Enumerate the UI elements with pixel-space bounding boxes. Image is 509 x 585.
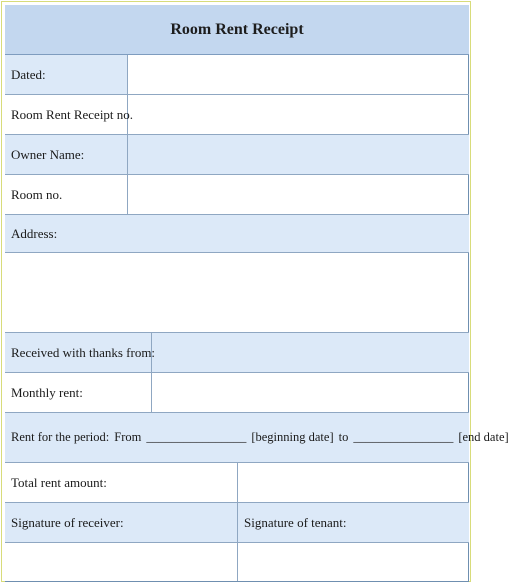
signature-field-row bbox=[5, 543, 469, 582]
period-text bbox=[5, 413, 509, 462]
received-from-row bbox=[5, 333, 469, 373]
title-bar bbox=[5, 5, 469, 55]
period-end-blank[interactable]: ________________ bbox=[353, 430, 454, 444]
room-no-field[interactable] bbox=[128, 175, 469, 214]
address-field[interactable] bbox=[5, 253, 469, 333]
room-no-label: Room no. bbox=[5, 175, 128, 214]
signature-tenant-field[interactable] bbox=[238, 543, 469, 581]
period-end-note: [end date] bbox=[458, 430, 509, 444]
signature-tenant-label: Signature of tenant: bbox=[244, 514, 347, 530]
signature-label-row bbox=[5, 503, 469, 543]
period-beginning-note: [beginning date] bbox=[251, 430, 334, 444]
receipt-form bbox=[5, 5, 509, 582]
owner-name-field[interactable] bbox=[128, 135, 469, 174]
period-from: From bbox=[114, 430, 142, 444]
total-rent-label: Total rent amount: bbox=[5, 463, 238, 502]
received-from-label: Received with thanks from: bbox=[5, 333, 152, 372]
address-row bbox=[5, 215, 469, 253]
room-no-row bbox=[5, 175, 469, 215]
dated-field[interactable] bbox=[128, 55, 469, 94]
period-to: to bbox=[338, 430, 349, 444]
receipt-no-row bbox=[5, 95, 469, 135]
receipt-frame bbox=[1, 1, 509, 582]
received-from-field[interactable] bbox=[152, 333, 469, 372]
page-title: Room Rent Receipt bbox=[170, 20, 304, 38]
period-start-blank[interactable]: ________________ bbox=[146, 430, 247, 444]
dated-row bbox=[5, 55, 469, 95]
total-rent-row bbox=[5, 463, 469, 503]
owner-name-row bbox=[5, 135, 469, 175]
receipt-no-field[interactable] bbox=[128, 95, 469, 134]
dated-label: Dated: bbox=[5, 55, 128, 94]
receipt-no-label: Room Rent Receipt no. bbox=[5, 95, 128, 134]
monthly-rent-label: Monthly rent: bbox=[5, 373, 152, 412]
signature-receiver-label: Signature of receiver: bbox=[5, 503, 238, 542]
total-rent-field[interactable] bbox=[238, 463, 469, 502]
monthly-rent-field[interactable] bbox=[152, 373, 469, 412]
period-label: Rent for the period: bbox=[11, 430, 110, 444]
monthly-rent-row bbox=[5, 373, 469, 413]
address-label: Address: bbox=[11, 225, 58, 241]
period-row bbox=[5, 413, 509, 463]
signature-receiver-field[interactable] bbox=[5, 543, 238, 581]
owner-name-label: Owner Name: bbox=[5, 135, 128, 174]
